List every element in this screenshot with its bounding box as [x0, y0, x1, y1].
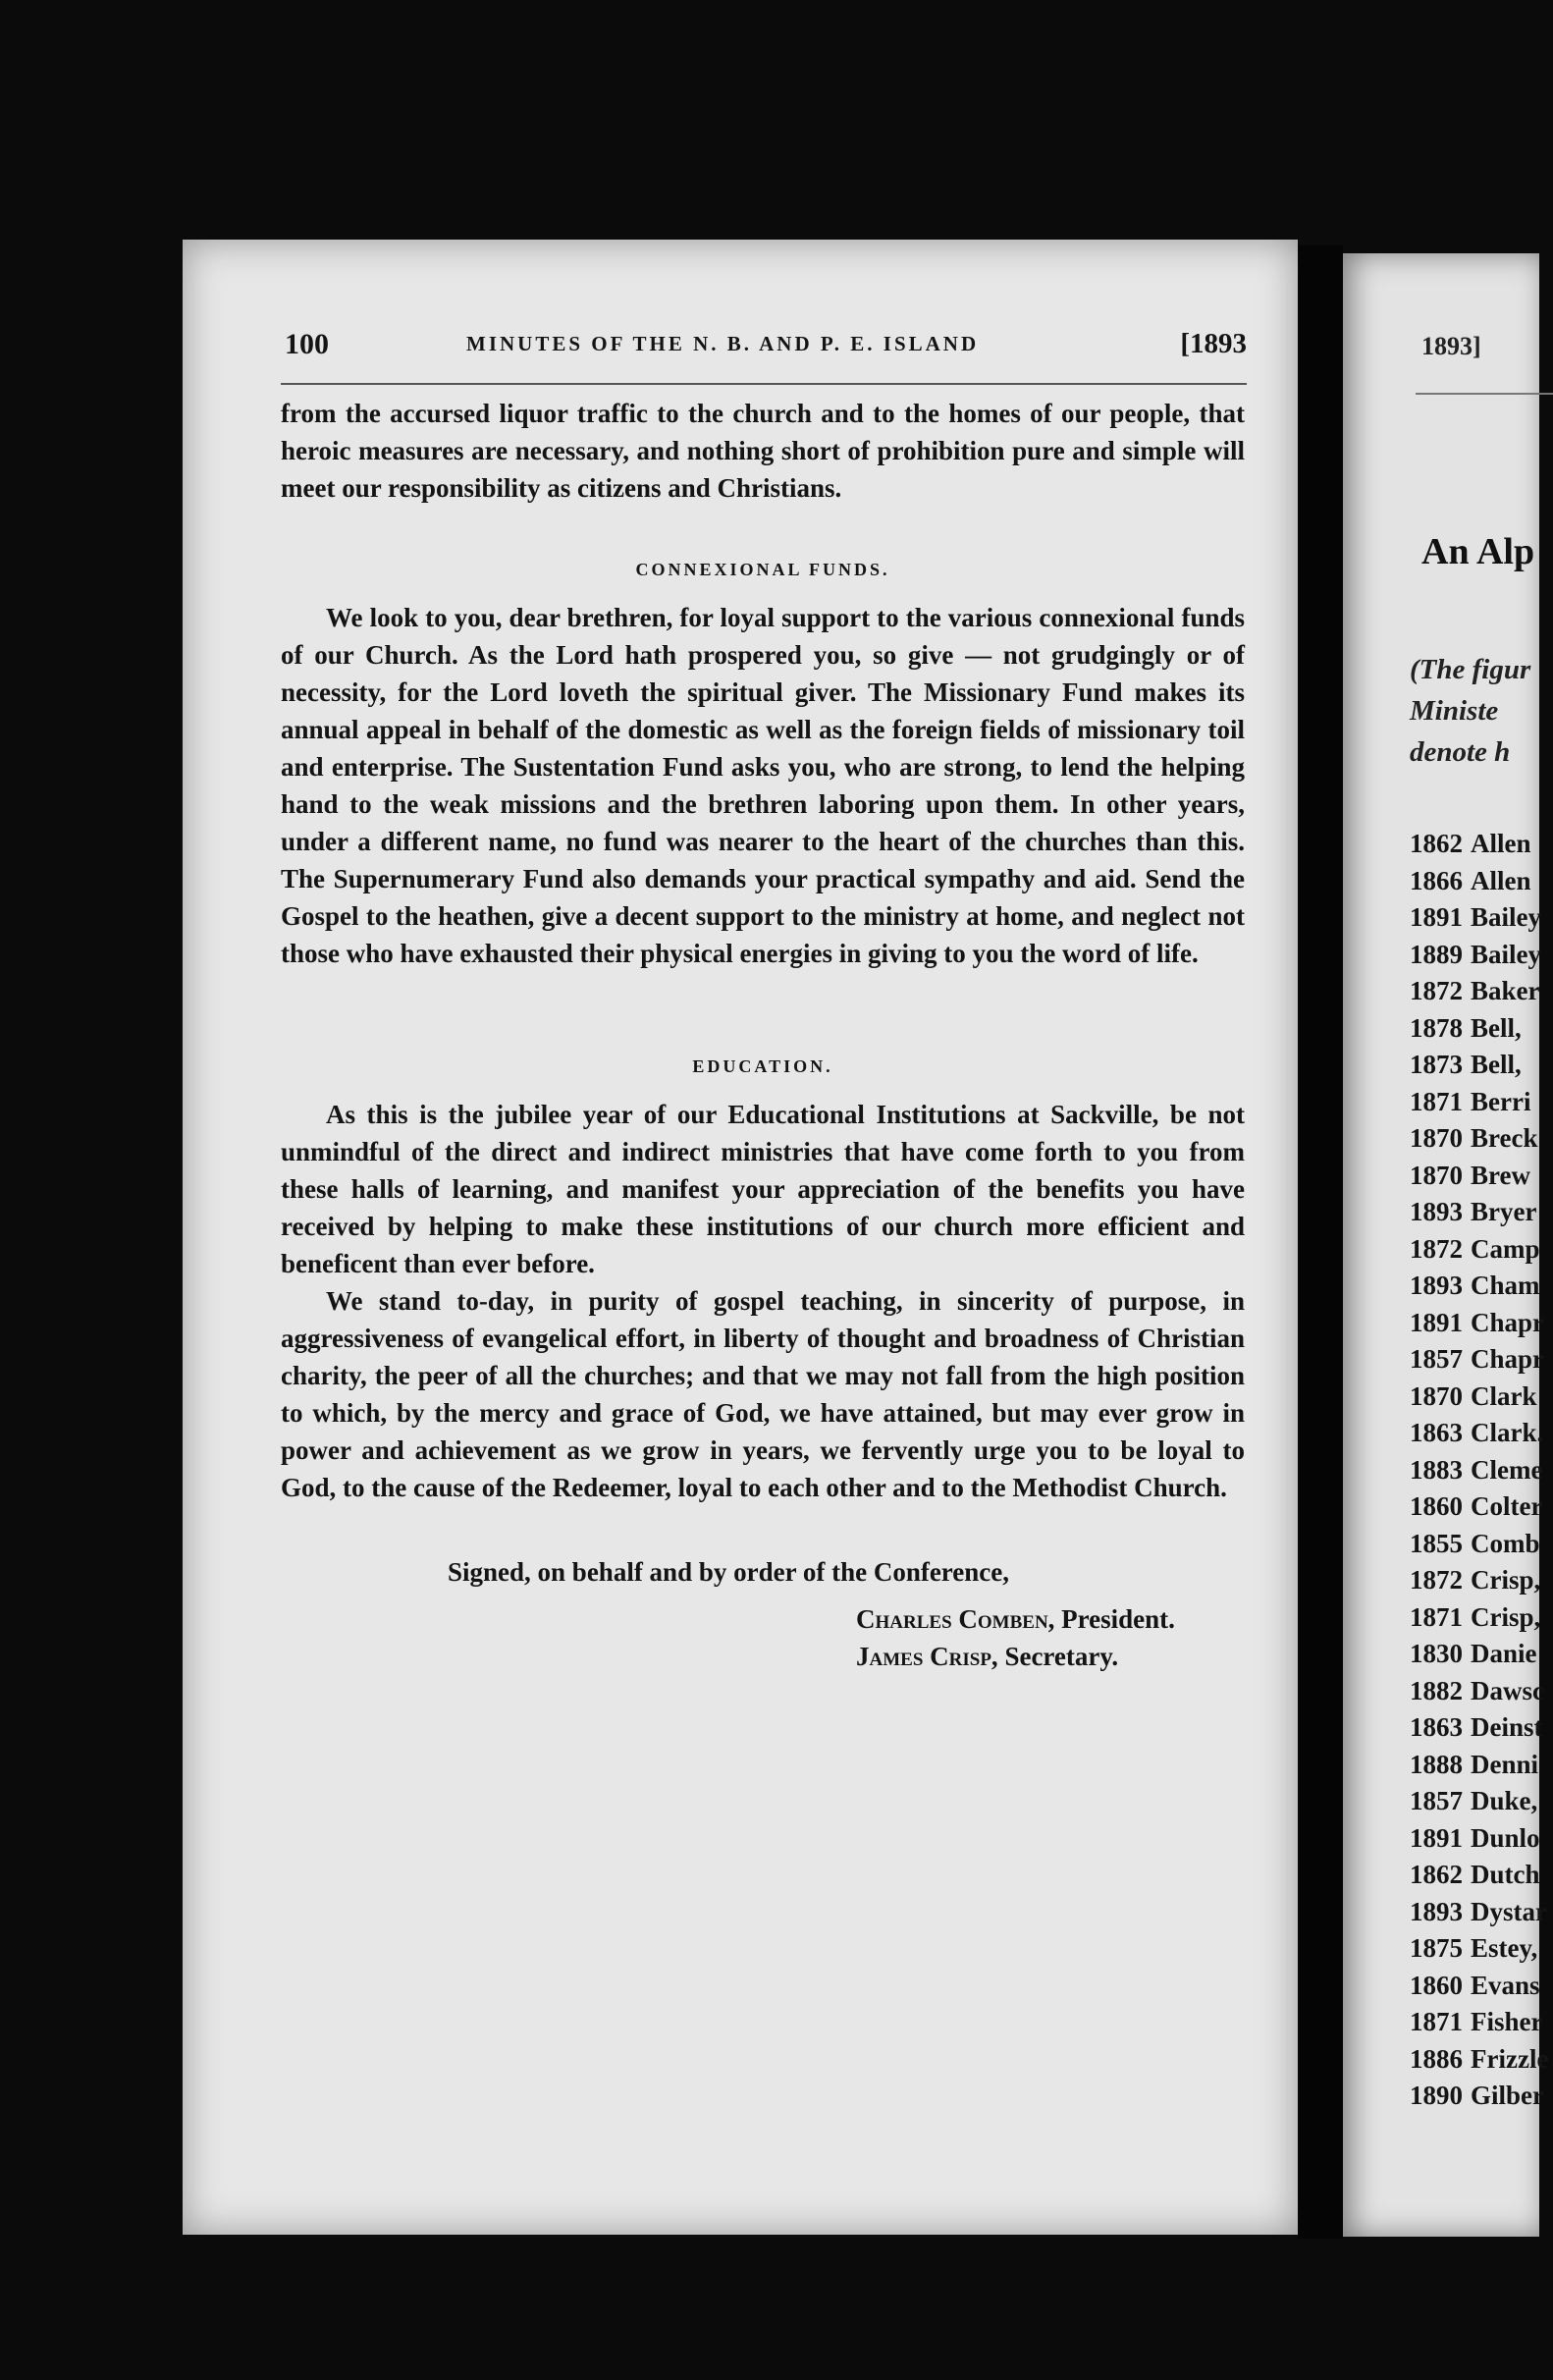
list-item: [1410, 1344, 1548, 1381]
list-item: [1410, 1639, 1548, 1676]
entry-year: 1891: [1410, 1822, 1463, 1853]
note-line-2: Ministe: [1410, 695, 1499, 727]
note-line-3: denote h: [1410, 736, 1511, 768]
entry-name: Chapr: [1471, 1344, 1545, 1374]
entry-name: Dutch: [1471, 1860, 1540, 1889]
list-item: [1410, 1565, 1548, 1602]
entry-name: Dawsc: [1471, 1675, 1544, 1705]
entry-name: Bailey: [1471, 939, 1541, 969]
entry-year: 1870: [1410, 1380, 1463, 1411]
list-item: [1410, 1897, 1548, 1934]
page-number: 100: [285, 328, 329, 360]
list-item: [1410, 1271, 1548, 1308]
entry-year: 1871: [1410, 1601, 1463, 1632]
minister-list: [1410, 829, 1548, 2118]
list-item: [1410, 1750, 1548, 1787]
list-item: [1410, 2081, 1548, 2118]
list-item: [1410, 1050, 1548, 1087]
entry-year: 1870: [1410, 1160, 1463, 1190]
entry-year: 1872: [1410, 976, 1463, 1005]
entry-year: 1888: [1410, 1749, 1463, 1779]
entry-year: 1890: [1410, 2081, 1463, 2110]
entry-name: Chapr: [1471, 1307, 1545, 1337]
entry-name: Clark.: [1471, 1418, 1544, 1447]
paragraph-education-1: As this is the jubilee year of our Educational Institutions at Sackville, be not unmindful of the direct and indirect ministries that have come forth to you from these halls of learning, and manifest your appreciation of the benefits you have received by helping to make these institutions of our church more efficient and beneficent than ever before.: [281, 1100, 1245, 1278]
entry-name: Cleme: [1471, 1454, 1543, 1485]
list-item: [1410, 1933, 1548, 1971]
list-item: [1410, 1013, 1548, 1051]
entry-year: 1893: [1410, 1271, 1463, 1300]
entry-year: 1860: [1410, 1970, 1463, 2000]
entry-name: Baker: [1471, 976, 1540, 1005]
right-header-rule: [1416, 393, 1553, 395]
entry-name: Brew: [1471, 1160, 1530, 1190]
entry-year: 1893: [1410, 1896, 1463, 1926]
entry-name: Gilber: [1471, 2081, 1544, 2110]
running-title: MINUTES OF THE N. B. AND P. E. ISLAND: [466, 332, 980, 355]
entry-year: 1875: [1410, 1933, 1463, 1963]
list-item: [1410, 1676, 1548, 1713]
entry-year: 1878: [1410, 1012, 1463, 1043]
list-item: [1410, 1234, 1548, 1271]
list-item: [1410, 902, 1548, 940]
list-item: [1410, 1491, 1548, 1529]
entry-year: 1855: [1410, 1528, 1463, 1558]
entry-name: Comb: [1471, 1528, 1540, 1558]
header-year: [1893: [1180, 328, 1247, 359]
list-item: [1410, 1123, 1548, 1161]
list-item: [1410, 2007, 1548, 2044]
secretary-name: James Crisp,: [856, 1642, 998, 1671]
list-item: [1410, 1308, 1548, 1345]
entry-year: 1871: [1410, 2007, 1463, 2036]
paragraph-education-2: We stand to-day, in purity of gospel teaching, in sincerity of purpose, in aggressiveness of evangelical effort, in liberty of thought and broadness of Christian charity, the peer of all the churches; and that we may not fall from the high position to which, by the mercy and grace of God, we have attained, but may ever grow in power and achievement as we grow in years, we fervently urge you to be loyal to God, to the cause of the Redeemer, loyal to each other and to the Methodist Church.: [281, 1286, 1245, 1502]
entry-name: Bell,: [1471, 1050, 1522, 1079]
entry-name: Bryer: [1471, 1197, 1537, 1226]
list-item: [1410, 829, 1548, 866]
entry-year: 1893: [1410, 1197, 1463, 1226]
list-item: [1410, 1381, 1548, 1419]
entry-name: Breck: [1471, 1123, 1538, 1153]
list-item: [1410, 1712, 1548, 1750]
entry-year: 1872: [1410, 1233, 1463, 1264]
entry-year: 1872: [1410, 1565, 1463, 1595]
list-item: [1410, 1087, 1548, 1124]
entry-year: 1862: [1410, 1860, 1463, 1889]
entry-name: Colter: [1471, 1491, 1543, 1521]
entry-name: Estey,: [1471, 1933, 1538, 1963]
right-page-title: An Alp: [1421, 531, 1535, 572]
signature-president: [856, 1604, 1175, 1635]
entry-name: Dunlo: [1471, 1822, 1540, 1853]
list-item: [1410, 1823, 1548, 1861]
list-item: [1410, 1602, 1548, 1640]
entry-year: 1857: [1410, 1344, 1463, 1374]
entry-year: 1871: [1410, 1086, 1463, 1116]
section-heading-education: EDUCATION.: [692, 1056, 833, 1076]
list-item: [1410, 1161, 1548, 1198]
list-item: [1410, 1455, 1548, 1492]
entry-name: Danie: [1471, 1639, 1537, 1668]
entry-year: 1857: [1410, 1786, 1463, 1815]
entry-year: 1862: [1410, 829, 1463, 858]
list-item: [1410, 1418, 1548, 1455]
entry-name: Evans: [1471, 1970, 1540, 2000]
entry-year: 1860: [1410, 1491, 1463, 1521]
entry-year: 1882: [1410, 1675, 1463, 1705]
entry-name: Fisher: [1471, 2007, 1543, 2036]
entry-name: Crisp,: [1471, 1601, 1541, 1632]
entry-year: 1883: [1410, 1454, 1463, 1485]
list-item: [1410, 976, 1548, 1013]
entry-name: Denni: [1471, 1749, 1539, 1779]
president-title: President.: [1061, 1604, 1175, 1634]
entry-name: Frizzle: [1471, 2043, 1549, 2074]
book-gutter: [1298, 245, 1343, 2239]
entry-year: 1870: [1410, 1123, 1463, 1153]
left-page: [183, 240, 1298, 2235]
right-page: [1343, 253, 1549, 2237]
list-item: [1410, 1971, 1548, 2008]
list-item: [1410, 1860, 1548, 1897]
entry-name: Dystar: [1471, 1896, 1547, 1926]
header-rule: [281, 383, 1247, 385]
list-item: [1410, 866, 1548, 903]
entry-name: Allen: [1471, 829, 1531, 858]
entry-year: 1891: [1410, 1307, 1463, 1337]
entry-name: Duke,: [1471, 1786, 1538, 1815]
entry-year: 1863: [1410, 1712, 1463, 1742]
list-item: [1410, 1197, 1548, 1234]
list-item: [1410, 940, 1548, 977]
signature-intro: Signed, on behalf and by order of the Conference,: [448, 1557, 1010, 1587]
opening-paragraph: from the accursed liquor traffic to the church and to the homes of our people, that heroic measures are necessary, and nothing short of prohibition pure and simple will meet our responsibility as citizens and Christians.: [281, 399, 1245, 503]
note-line-1: (The figur: [1410, 654, 1531, 685]
entry-year: 1886: [1410, 2043, 1463, 2074]
paragraph-connexional-funds: We look to you, dear brethren, for loyal support to the various connexional funds of our Church. As the Lord hath prospered you, so give — not grudgingly or of necessity, for the Lord loveth the spiritual giver. The Missionary Fund makes its annual appeal in behalf of the domestic as well as the foreign fields of missionary toil and enterprise. The Sustentation Fund asks you, who are strong, to lend the helping hand to the weak missions and the brethren laboring upon them. In other years, under a different name, no fund was nearer to the heart of the churches than this. The Supernumerary Fund also demands your practical sympathy and aid. Send the Gospel to the heathen, give a decent support to the ministry at home, and neglect not those who have exhausted their physical energies in giving to you the word of life.: [281, 603, 1245, 968]
right-header-year: 1893]: [1421, 332, 1481, 360]
president-name: Charles Comben,: [856, 1604, 1055, 1634]
signature-secretary: [856, 1642, 1118, 1672]
section-heading-connexional-funds: CONNEXIONAL FUNDS.: [635, 560, 890, 579]
secretary-title: Secretary.: [1004, 1642, 1119, 1671]
entry-name: Clark: [1471, 1380, 1537, 1411]
entry-year: 1863: [1410, 1418, 1463, 1447]
entry-name: Camp: [1471, 1233, 1540, 1264]
entry-year: 1891: [1410, 902, 1463, 932]
entry-year: 1866: [1410, 865, 1463, 895]
entry-year: 1873: [1410, 1050, 1463, 1079]
entry-name: Allen: [1471, 865, 1531, 895]
list-item: [1410, 1529, 1548, 1566]
entry-name: Berri: [1471, 1086, 1531, 1116]
entry-name: Cham: [1471, 1271, 1540, 1300]
entry-name: Bailey: [1471, 902, 1541, 932]
list-item: [1410, 1786, 1548, 1823]
entry-year: 1889: [1410, 939, 1463, 969]
entry-year: 1830: [1410, 1639, 1463, 1668]
entry-name: Deinst: [1471, 1712, 1543, 1742]
entry-name: Bell,: [1471, 1012, 1522, 1043]
entry-name: Crisp,: [1471, 1565, 1541, 1595]
list-item: [1410, 2044, 1548, 2082]
